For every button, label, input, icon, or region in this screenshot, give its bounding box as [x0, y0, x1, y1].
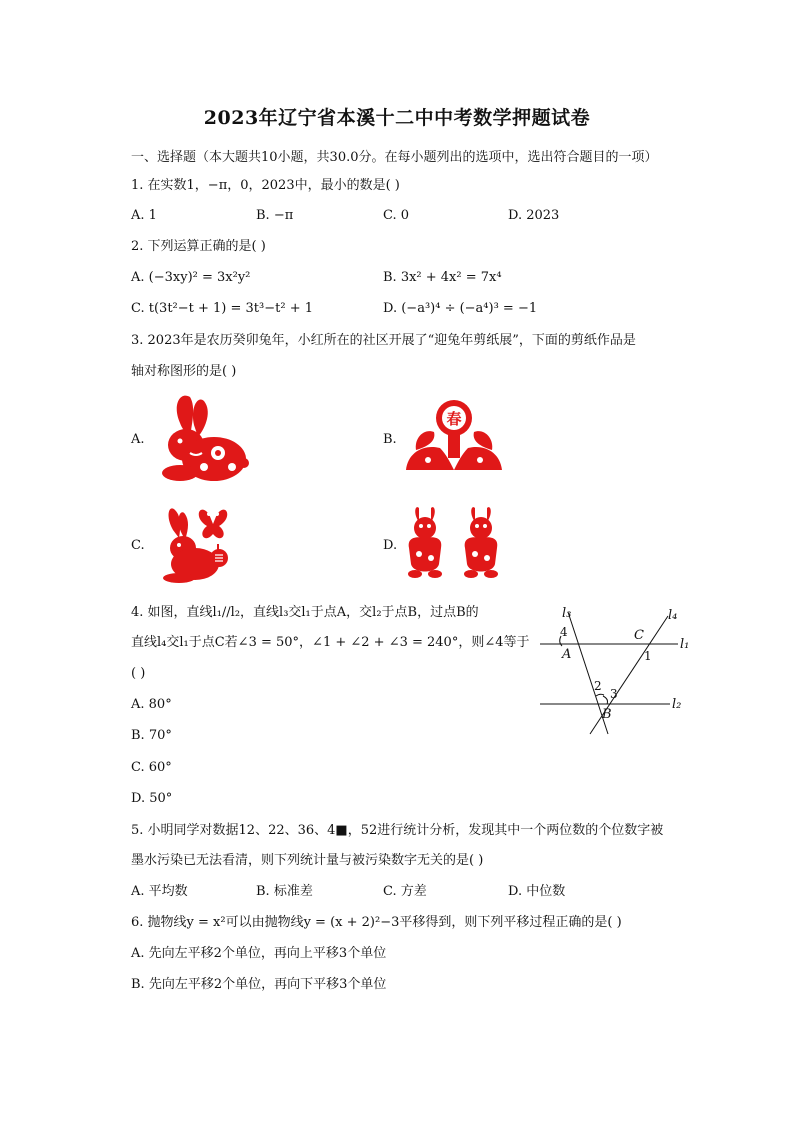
q1-option-b: B. −π	[256, 208, 294, 223]
q2-stem: 2. 下列运算正确的是( )	[131, 239, 266, 254]
q2-option-c: C. t(3t²−t + 1) = 3t³−t² + 1	[131, 301, 313, 316]
q1-option-d: D. 2023	[508, 208, 560, 223]
angle-3-arc	[603, 696, 608, 704]
label-angle-1: 1	[644, 649, 652, 663]
parallel-lines-diagram	[528, 598, 700, 740]
q2-option-b: B. 3x² + 4x² = 7x⁴	[383, 270, 502, 285]
q4-stem-line3: ( )	[131, 666, 146, 681]
q6-option-b: B. 先向左平移2个单位，再向下平移3个单位	[131, 977, 387, 992]
label-l1: l₁	[680, 637, 690, 652]
label-angle-3: 3	[610, 687, 618, 701]
q4-stem-line2: 直线l₄交l₁于点C若∠3 = 50°，∠1 + ∠2 + ∠3 = 240°，则∠4等于	[131, 635, 530, 650]
spring-character: 春	[446, 410, 462, 428]
q1-option-c: C. 0	[383, 208, 410, 223]
label-angle-4: 4	[560, 625, 568, 639]
twin-rabbits-papercut-icon	[403, 504, 505, 578]
label-angle-2: 2	[594, 679, 602, 693]
rabbit-papercut-icon	[150, 393, 250, 485]
section-heading: 一、选择题（本大题共10小题，共30.0分。在每小题列出的选项中，选出符合题目的一项）	[131, 150, 658, 165]
q4-option-b: B. 70°	[131, 728, 172, 743]
q6-option-a: A. 先向左平移2个单位，再向上平移3个单位	[131, 946, 387, 961]
label-point-a: A	[562, 647, 572, 662]
q4-option-c: C. 60°	[131, 760, 172, 775]
q5-option-a: A. 平均数	[131, 884, 188, 899]
q3-option-a: A.	[131, 432, 145, 447]
angle-2-arc	[596, 694, 604, 696]
q5-stem-line1: 5. 小明同学对数据12、22、36、4■，52进行统计分析，发现其中一个两位数的个位数字被	[131, 823, 664, 838]
q3-stem-line2: 轴对称图形的是( )	[131, 364, 237, 379]
q5-option-b: B. 标准差	[256, 884, 313, 899]
q1-option-a: A. 1	[131, 208, 157, 223]
q2-option-d: D. (−a³)⁴ ÷ (−a⁴)³ = −1	[383, 301, 538, 316]
q4-option-d: D. 50°	[131, 791, 173, 806]
page-title: 2023年辽宁省本溪十二中中考数学押题试卷	[203, 107, 591, 129]
rabbit-butterfly-papercut-icon	[153, 500, 253, 584]
q5-stem-line2: 墨水污染已无法看清，则下列统计量与被污染数字无关的是( )	[131, 853, 484, 868]
label-l2: l₂	[672, 697, 682, 712]
q3-option-d: D.	[383, 538, 398, 553]
spring-papercut-icon	[404, 398, 504, 474]
q3-stem-line1: 3. 2023年是农历癸卯兔年，小红所在的社区开展了“迎兔年剪纸展”，下面的剪纸作品是	[131, 333, 636, 348]
q3-option-c: C.	[131, 538, 145, 553]
q4-option-a: A. 80°	[131, 697, 172, 712]
q5-option-d: D. 中位数	[508, 884, 566, 899]
q5-option-c: C. 方差	[383, 884, 427, 899]
q6-stem: 6. 抛物线y = x²可以由抛物线y = (x + 2)²−3平移得到，则下列平移过程正确的是( )	[131, 915, 622, 930]
label-point-c: C	[634, 628, 644, 643]
q4-stem-line1: 4. 如图，直线l₁//l₂，直线l₃交l₁于点A，交l₂于点B，过点B的	[131, 605, 479, 620]
label-point-b: B	[602, 707, 612, 722]
label-l4: l₄	[668, 608, 678, 623]
q3-option-b: B.	[383, 432, 397, 447]
q2-option-a: A. (−3xy)² = 3x²y²	[131, 270, 251, 285]
q1-stem: 1. 在实数1，−π，0，2023中，最小的数是( )	[131, 178, 400, 193]
label-l3: l₃	[562, 606, 572, 621]
